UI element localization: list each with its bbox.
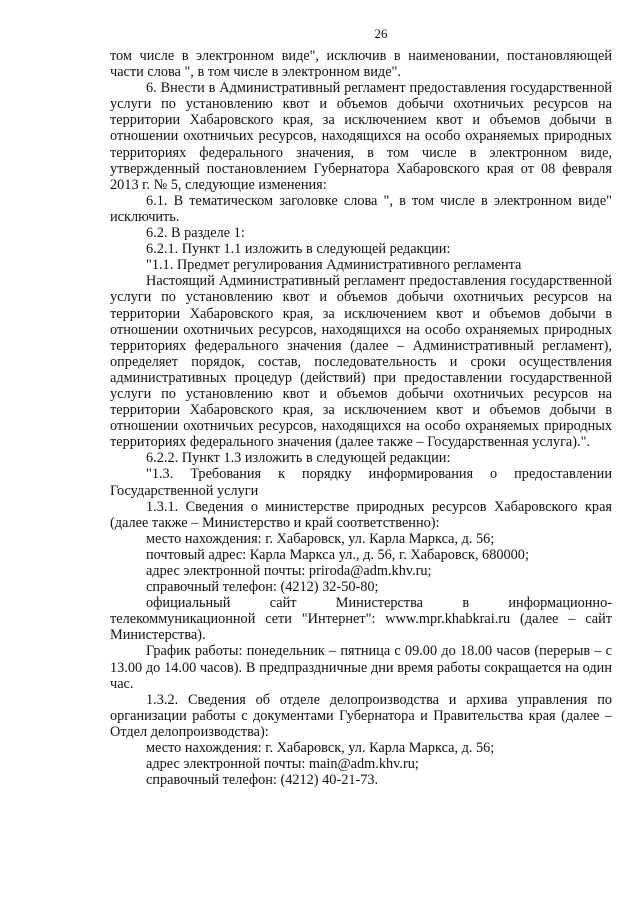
paragraph: 1.3.1. Сведения о министерстве природных ресурсов Хабаровского края (далее также – Министерство и край соответственно): (110, 498, 612, 531)
paragraph: официальный сайт Министерства в информационно-телекоммуникационной сети "Интернет": www.mpr.khabkrai.ru (далее – сайт Министерства). (110, 595, 612, 644)
paragraph: 6.2.1. Пункт 1.1 изложить в следующей редакции: (146, 241, 451, 258)
paragraph: справочный телефон: (4212) 32-50-80; (146, 579, 379, 596)
paragraph: 6.2. В разделе 1: (146, 225, 245, 242)
paragraph: 6.2.2. Пункт 1.3 изложить в следующей редакции: (146, 450, 451, 467)
paragraph: 1.3.2. Сведения об отделе делопроизводства и архива управления по организации работы с документами Губернатора и Правительства края (далее – Отдел делопроизводства): (110, 691, 612, 740)
page-number: 26 (374, 26, 388, 41)
paragraph: адрес электронной почты: priroda@adm.khv.ru; (146, 563, 432, 579)
paragraph: График работы: понедельник – пятница с 09.00 до 18.00 часов (перерыв – с 13.00 до 14.00 часов). В предпраздничные дни время работы сокращается на один час. (110, 643, 612, 692)
paragraph: 6.1. В тематическом заголовке слова ", в том числе в электронном виде" исключить. (110, 192, 612, 225)
paragraph: "1.3. Требования к порядку информирования о предоставлении Государственной услуги (110, 466, 612, 499)
paragraph: почтовый адрес: Карла Маркса ул., д. 56, г. Хабаровск, 680000; (146, 546, 529, 563)
paragraph: место нахождения: г. Хабаровск, ул. Карла Маркса, д. 56; (146, 530, 495, 547)
paragraph: справочный телефон: (4212) 40-21-73. (146, 772, 379, 789)
paragraph: место нахождения: г. Хабаровск, ул. Карла Маркса, д. 56; (146, 740, 495, 757)
document-body (110, 48, 612, 788)
paragraph: адрес электронной почты: main@adm.khv.ru; (146, 756, 419, 773)
paragraph: том числе в электронном виде", исключив в наименовании, постановляющей части слова ", в том числе в электронном виде". (110, 48, 612, 81)
paragraph: "1.1. Предмет регулирования Административного регламента (146, 257, 522, 274)
paragraph: Настоящий Административный регламент предоставления государственной услуги по установлению квот и объемов добычи охотничьих ресурсов на территории Хабаровского края, за исключением квот и объемов добычи в отношении охотничьих ресурсов, находящихся на особо охраняемых природных территориях федерального значения (далее – Административный регламент), определяет порядок, состав, последовательность и сроки осуществления административных процедур (действий) при предоставлении государственной услуги по установлению квот и объемов добычи охотничьих ресурсов на территории Хабаровского края, за исключением квот и объемов добычи в отношении охотничьих ресурсов, находящихся на особо охраняемых природных территориях федерального значения (далее также – Государственная услуга).". (110, 273, 612, 451)
paragraph: 6. Внести в Административный регламент предоставления государственной услуги по установлению квот и объемов добычи охотничьих ресурсов на территории Хабаровского края, за исключением квот и объемов добычи в отношении охотничьих ресурсов, находящихся на особо охраняемых природных территориях федерального значения, в том числе в электронном виде, утвержденный постановлением Губернатора Хабаровского края от 08 февраля 2013 г. № 5, следующие изменения: (110, 80, 612, 193)
